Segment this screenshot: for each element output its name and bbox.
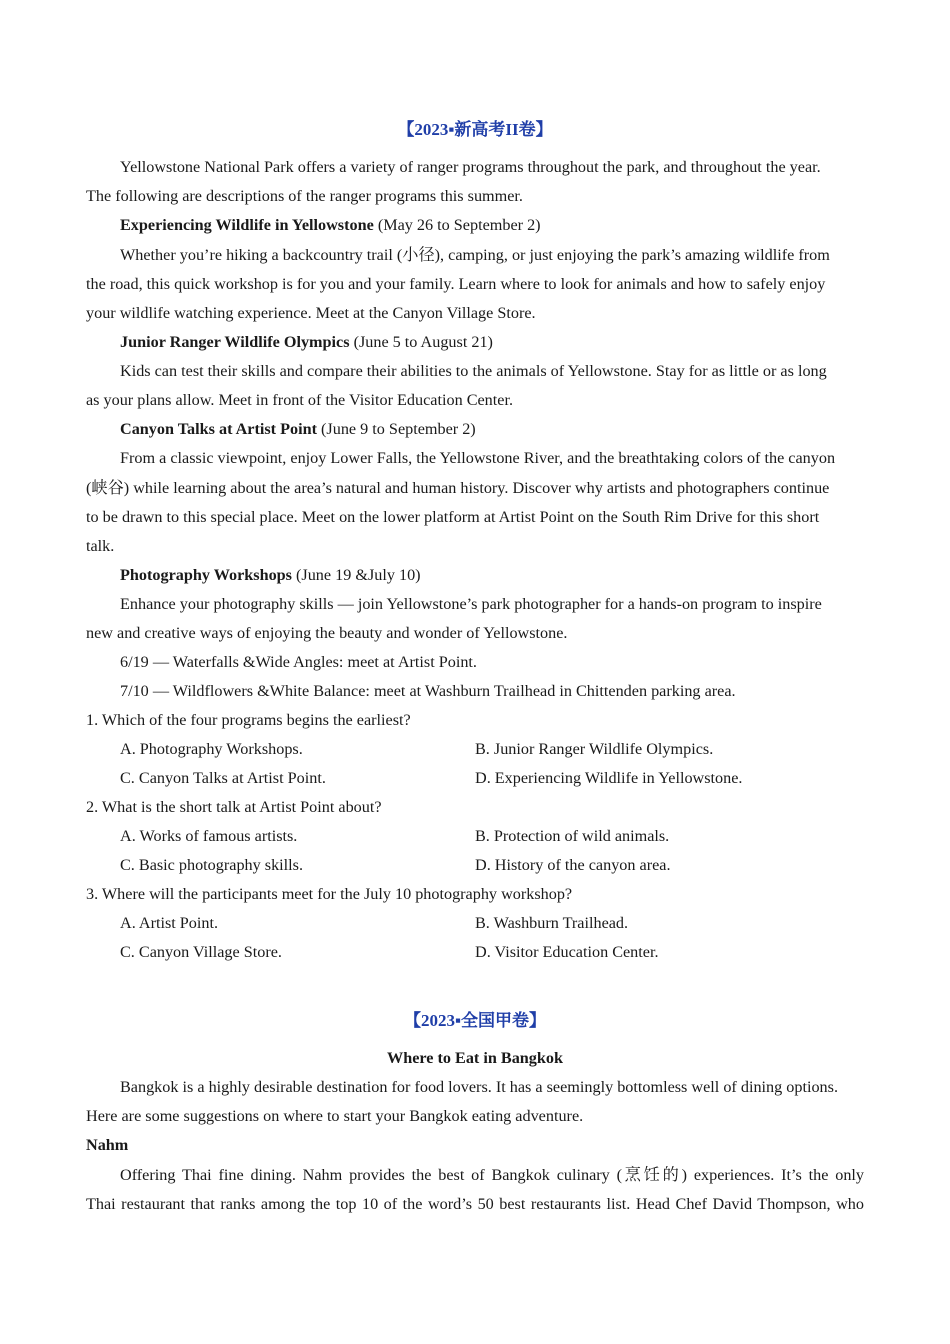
- article-title: Where to Eat in Bangkok: [387, 1049, 563, 1067]
- question: 1. Which of the four programs begins the earliest?: [86, 711, 411, 729]
- paragraph-line: talk.: [86, 537, 115, 555]
- question: 2. What is the short talk at Artist Point about?: [86, 798, 382, 816]
- program-dates: (June 9 to September 2): [317, 420, 476, 438]
- option-d: D. Visitor Education Center.: [475, 943, 659, 961]
- schedule-line: 7/10 — Wildflowers &White Balance: meet at Washburn Trailhead in Chittenden parking area.: [120, 682, 736, 700]
- question: 3. Where will the participants meet for the July 10 photography workshop?: [86, 885, 573, 903]
- restaurant-name: Nahm: [86, 1136, 129, 1154]
- paragraph-line: the road, this quick workshop is for you and your family. Learn where to look for animals and how to safely enjoy: [86, 275, 826, 293]
- intro-line: The following are descriptions of the ranger programs this summer.: [86, 187, 523, 205]
- program-title: Junior Ranger Wildlife Olympics: [120, 333, 350, 351]
- paragraph-line: Whether you’re hiking a backcountry trail (小径), camping, or just enjoying the park’s amazing wildlife from: [120, 246, 830, 264]
- section-heading-2: 【2023▪全国甲卷】: [403, 1011, 547, 1030]
- paragraph-line: to be drawn to this special place. Meet on the lower platform at Artist Point on the South Rim Drive for this short: [86, 508, 820, 526]
- paragraph-line: Thai restaurant that ranks among the top 10 of the word’s 50 best restaurants list. Head Chef David Thompson, who: [86, 1195, 864, 1213]
- program-dates: (June 19 &July 10): [291, 566, 421, 584]
- option-d: D. Experiencing Wildlife in Yellowstone.: [475, 769, 743, 787]
- paragraph-line: Kids can test their skills and compare their abilities to the animals of Yellowstone. Stay for as little or as long: [120, 362, 827, 380]
- paragraph-line: (峡谷) while learning about the area’s natural and human history. Discover why artists and photographers continue: [86, 479, 830, 497]
- intro-line: Bangkok is a highly desirable destination for food lovers. It has a seemingly bottomless well of dining options.: [120, 1078, 838, 1096]
- option-c: C. Canyon Talks at Artist Point.: [120, 769, 326, 787]
- intro-line: Here are some suggestions on where to start your Bangkok eating adventure.: [86, 1107, 584, 1125]
- schedule-line: 6/19 — Waterfalls &Wide Angles: meet at Artist Point.: [120, 653, 477, 671]
- option-b: B. Protection of wild animals.: [475, 827, 670, 845]
- program-heading: [120, 332, 493, 352]
- section-heading-1: 【2023▪新高考II卷】: [397, 120, 553, 139]
- program-title: Photography Workshops: [120, 566, 292, 584]
- paragraph-line: Enhance your photography skills — join Yellowstone’s park photographer for a hands-on program to inspire: [120, 595, 822, 613]
- option-d: D. History of the canyon area.: [475, 856, 671, 874]
- intro-line: Yellowstone National Park offers a variety of ranger programs throughout the park, and throughout the year.: [120, 158, 821, 176]
- program-dates: (May 26 to September 2): [373, 216, 541, 234]
- option-c: C. Basic photography skills.: [120, 856, 304, 874]
- program-heading: [120, 215, 541, 235]
- option-a: A. Works of famous artists.: [120, 827, 298, 845]
- program-heading: [120, 565, 421, 585]
- option-a: A. Artist Point.: [120, 914, 219, 932]
- program-dates: (June 5 to August 21): [349, 333, 493, 351]
- program-title: Experiencing Wildlife in Yellowstone: [120, 216, 374, 234]
- paragraph-line: From a classic viewpoint, enjoy Lower Falls, the Yellowstone River, and the breathtaking colors of the canyon: [120, 449, 836, 467]
- program-title: Canyon Talks at Artist Point: [120, 420, 317, 438]
- option-b: B. Washburn Trailhead.: [475, 914, 629, 932]
- option-b: B. Junior Ranger Wildlife Olympics.: [475, 740, 714, 758]
- program-heading: [120, 419, 476, 439]
- option-c: C. Canyon Village Store.: [120, 943, 282, 961]
- paragraph-line: new and creative ways of enjoying the beauty and wonder of Yellowstone.: [86, 624, 568, 642]
- paragraph-line: your wildlife watching experience. Meet at the Canyon Village Store.: [86, 304, 536, 322]
- paragraph-line: Offering Thai fine dining. Nahm provides the best of Bangkok culinary (烹饪的) experiences. It’s the only: [120, 1166, 864, 1184]
- paragraph-line: as your plans allow. Meet in front of the Visitor Education Center.: [86, 391, 514, 409]
- option-a: A. Photography Workshops.: [120, 740, 303, 758]
